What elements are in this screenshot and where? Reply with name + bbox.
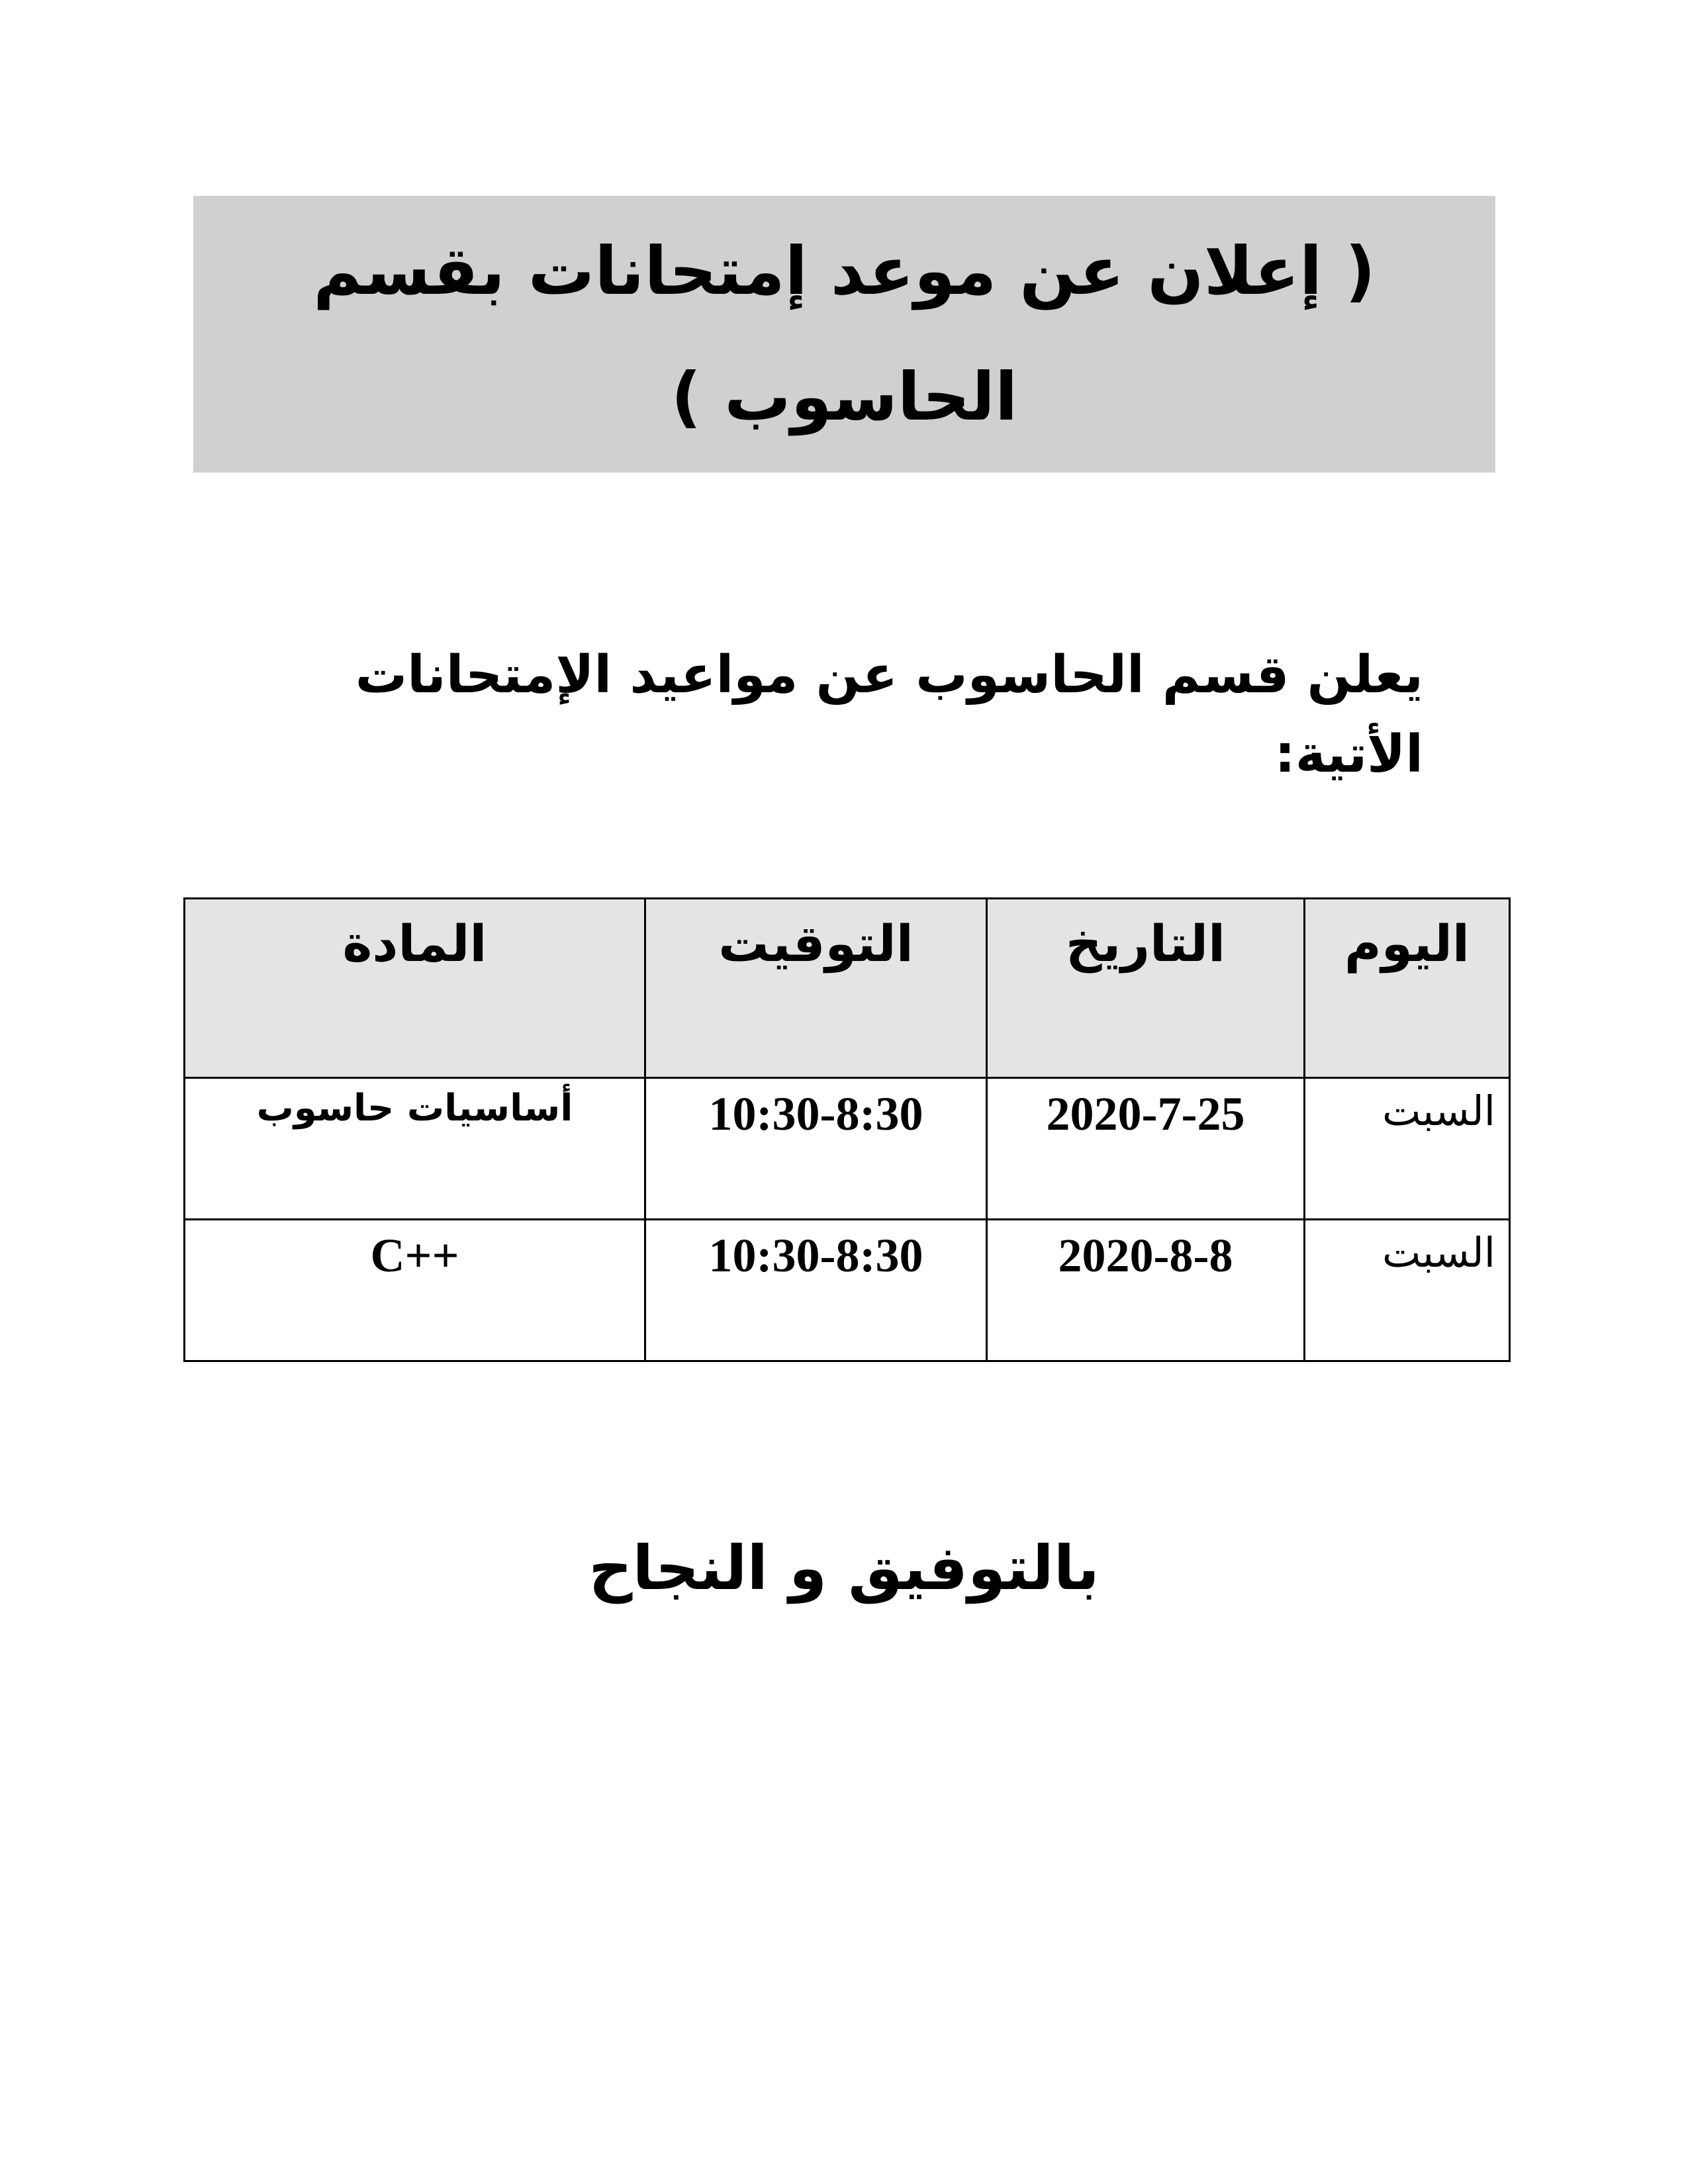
header-subject: المادة xyxy=(185,899,645,1078)
cell-date-value: 2020-8-8 xyxy=(1058,1229,1233,1282)
cell-date-value: 2020-7-25 xyxy=(1046,1087,1245,1140)
table-header-row xyxy=(185,899,1510,1078)
header-date: التاريخ xyxy=(987,899,1305,1078)
title-banner xyxy=(193,196,1495,473)
table-row xyxy=(185,1220,1510,1361)
header-time: التوقيت xyxy=(645,899,987,1078)
announcement-intro: يعلن قسم الحاسوب عن مواعيد الإمتحانات الأتية: xyxy=(355,645,1423,784)
cell-day: السبت xyxy=(1305,1078,1510,1220)
table-row xyxy=(185,1078,1510,1220)
cell-subject-value: C++ xyxy=(370,1229,459,1282)
header-day: اليوم xyxy=(1305,899,1510,1078)
cell-subject xyxy=(185,1220,645,1361)
cell-day: السبت xyxy=(1305,1220,1510,1361)
page-title: ( إعلان عن موعد إمتحانات بقسم الحاسوب ) xyxy=(313,232,1376,435)
cell-date xyxy=(987,1220,1305,1361)
cell-subject: أساسيات حاسوب xyxy=(185,1078,645,1220)
cell-time-value: 10:30-8:30 xyxy=(708,1087,923,1140)
cell-time xyxy=(645,1220,987,1361)
cell-time xyxy=(645,1078,987,1220)
exam-schedule-table xyxy=(183,897,1511,1362)
cell-date xyxy=(987,1078,1305,1220)
cell-time-value: 10:30-8:30 xyxy=(708,1229,923,1282)
closing-message: بالتوفيق و النجاح xyxy=(588,1533,1100,1604)
